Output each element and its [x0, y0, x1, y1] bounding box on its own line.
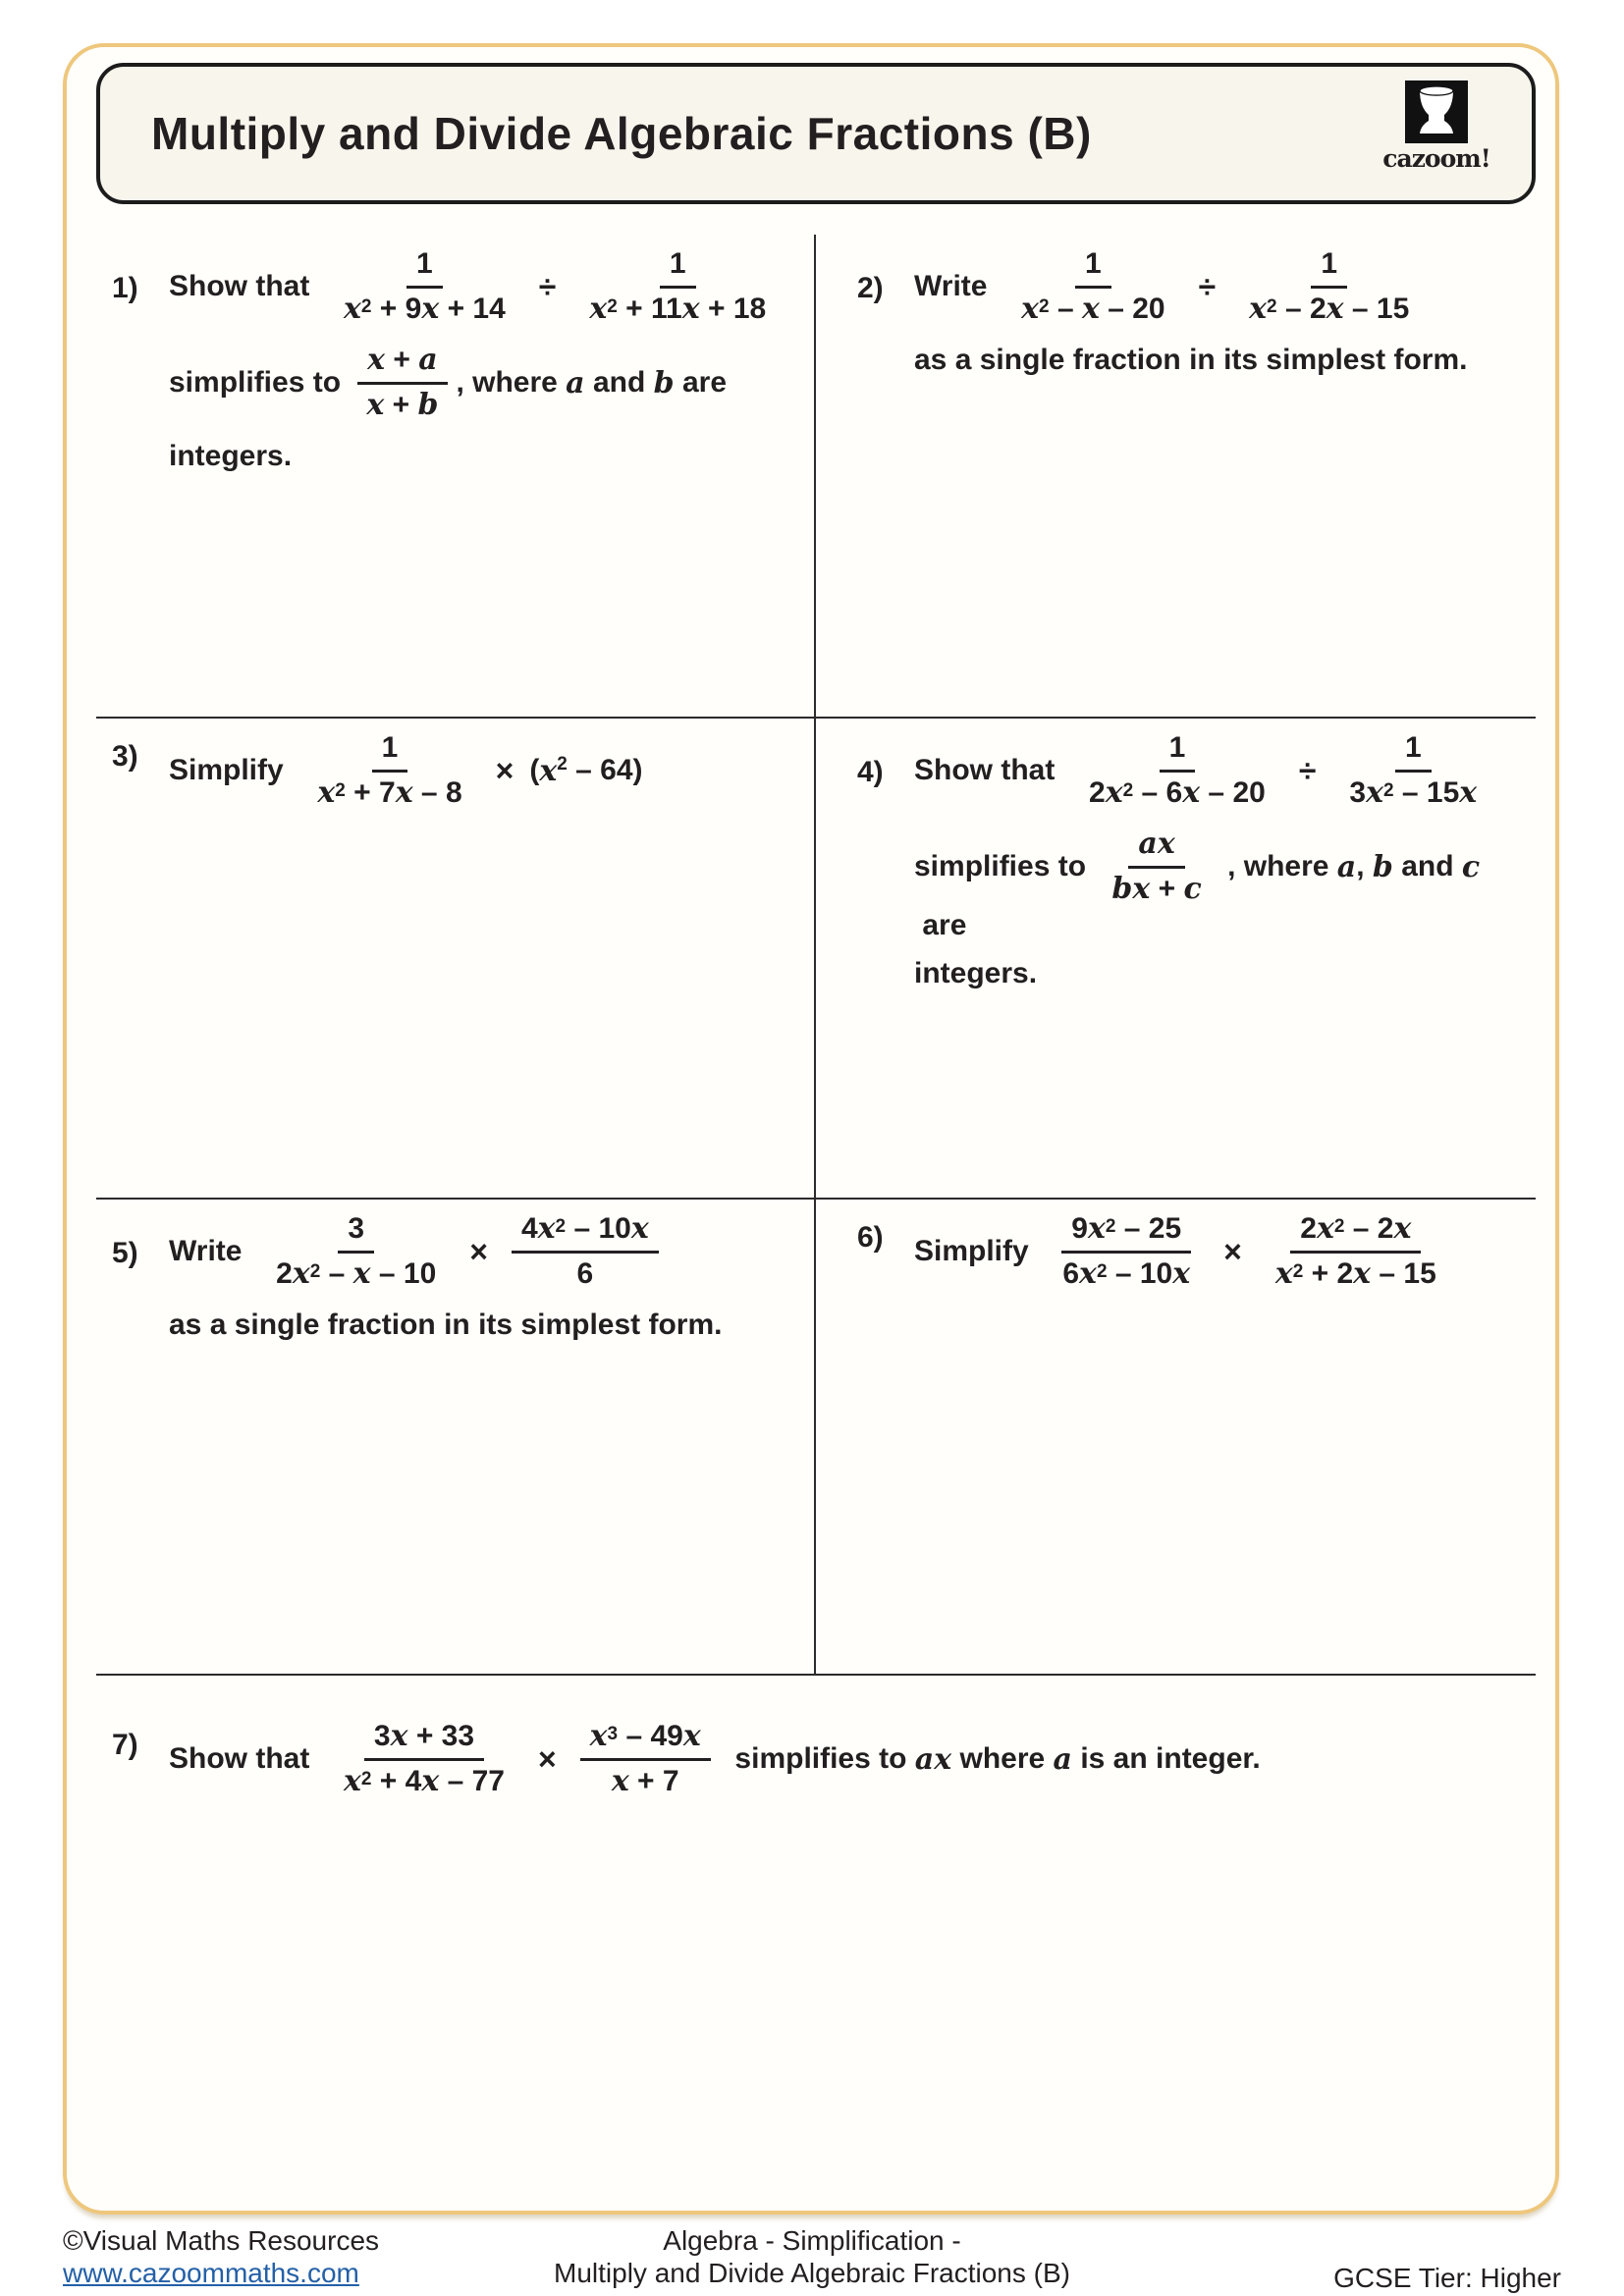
math-variable: x: [292, 1256, 310, 1291]
fraction-denominator: x 2 + 7 x – 8: [317, 775, 462, 810]
djembe-drum-icon: [1405, 80, 1468, 143]
math-variable: x: [395, 775, 413, 810]
math-fraction: [266, 1209, 446, 1294]
math-variable: x: [1081, 292, 1100, 326]
math-number: + 11: [617, 293, 682, 325]
math-fraction: [334, 244, 515, 329]
question-number: 3): [112, 740, 138, 773]
math-number: – 20: [1200, 776, 1266, 809]
question-text: Show that: [169, 270, 326, 302]
question-line: Simplify 1 x 2 + 7 x – 8 × ( x 2 – 64): [169, 728, 800, 813]
fraction-numerator: 4 x 2 – 10 x: [512, 1209, 659, 1254]
question-body: [169, 244, 800, 488]
copyright-text: ©Visual Maths Resources: [63, 2225, 380, 2256]
math-operator: ×: [1223, 1233, 1242, 1269]
math-operator: ×: [469, 1233, 488, 1269]
math-variable: x: [390, 1719, 408, 1753]
math-number: 4: [520, 1212, 538, 1245]
question-text: , where: [456, 366, 567, 399]
math-variable: a: [1053, 1741, 1072, 1777]
math-variable: a: [1336, 849, 1357, 884]
fraction-numerator: [1075, 244, 1111, 289]
question-text: where: [951, 1742, 1054, 1775]
title-banner: [96, 63, 1536, 204]
math-number: 1: [669, 247, 686, 280]
fraction-denominator: 6 x 2 – 10 x: [1062, 1256, 1191, 1291]
math-variable: x: [344, 292, 361, 326]
math-number: + 7: [345, 776, 396, 809]
math-variable: x: [317, 775, 336, 810]
math-variable: x: [367, 343, 386, 377]
question-line: [169, 1717, 1522, 1801]
math-number: 6: [1062, 1257, 1080, 1290]
math-variable: x: [352, 1256, 371, 1291]
fraction-numerator: [1395, 728, 1432, 773]
question-body: [169, 1717, 1522, 1813]
fraction-denominator: 3 x 2 – 15 x: [1349, 775, 1478, 810]
question-text: ,: [1356, 850, 1373, 882]
question-text: simplifies to: [718, 1742, 915, 1775]
page-title: Multiply and Divide Algebraic Fractions (B): [151, 108, 1092, 159]
question-line: [169, 341, 800, 425]
question-text: as a single fraction in its simplest form.: [169, 1308, 723, 1341]
math-number: – 49: [618, 1720, 683, 1752]
math-variable: x: [1316, 1211, 1334, 1246]
questions-grid: [96, 235, 1536, 2211]
math-variable: c: [1461, 849, 1481, 884]
question-number: 1): [112, 272, 138, 304]
math-number: + 2: [1303, 1257, 1354, 1290]
math-variable: x: [366, 388, 385, 422]
question-text: as a single fraction in its simplest form.: [914, 344, 1468, 376]
math-variable: x: [1021, 292, 1040, 326]
math-variable: x: [421, 292, 440, 326]
question-number: 5): [112, 1237, 138, 1269]
question-text: are: [674, 366, 728, 399]
question-line: [914, 728, 1522, 813]
question-text: is an integer.: [1071, 1742, 1261, 1775]
math-number: (: [529, 754, 540, 786]
math-number: 9: [1071, 1212, 1088, 1245]
question-5: [96, 1200, 814, 1674]
math-number: 3: [373, 1720, 391, 1752]
math-variable: b: [1111, 872, 1133, 906]
question-text: integers.: [914, 957, 1038, 989]
math-number: 2: [1089, 776, 1106, 809]
math-variable: x: [682, 1719, 701, 1753]
math-number: + 18: [699, 293, 767, 325]
question-line: [914, 1209, 1522, 1294]
math-variable: x: [421, 1764, 440, 1798]
question-number: 4): [857, 756, 884, 788]
math-number: – 6: [1133, 776, 1183, 809]
math-fraction: [1079, 728, 1275, 813]
math-variable: x: [1079, 1256, 1097, 1291]
math-fraction: [580, 1717, 711, 1801]
question-1: [96, 235, 814, 717]
math-fraction: [1011, 244, 1174, 329]
question-text: Simplify: [914, 1235, 1046, 1267]
fraction-denominator: x 2 – x – 20: [1021, 292, 1165, 326]
fraction-denominator: [602, 1761, 689, 1801]
math-variable: x: [1393, 1211, 1412, 1246]
math-variable: x: [630, 1211, 649, 1246]
question-number: 2): [857, 272, 884, 304]
math-variable: a: [914, 1741, 935, 1777]
math-number: 1: [1168, 731, 1186, 764]
math-number: – 15: [1371, 1257, 1436, 1290]
math-variable: a: [566, 365, 585, 400]
math-variable: x: [589, 1719, 608, 1753]
math-operator: ÷: [538, 268, 557, 304]
question-text: Simplify: [169, 754, 300, 786]
math-variable: x: [1326, 292, 1344, 326]
math-number: 3: [348, 1212, 365, 1245]
question-line: [914, 341, 1522, 380]
question-6: [814, 1200, 1536, 1674]
question-3: [96, 719, 814, 1198]
math-variable: x: [1353, 1256, 1372, 1291]
math-variable: b: [653, 365, 675, 400]
question-line: [169, 1209, 800, 1294]
question-line: [169, 437, 800, 476]
math-variable: x: [344, 1764, 361, 1798]
math-variable: b: [417, 388, 439, 422]
question-text: Write: [169, 1235, 259, 1267]
fraction-denominator: 2 x 2 – x – 10: [276, 1256, 437, 1291]
fraction-denominator: x 2 + 4 x – 77: [344, 1764, 505, 1798]
math-number: 1: [1404, 731, 1422, 764]
math-variable: x: [1182, 775, 1201, 810]
question-text: and: [1392, 850, 1462, 882]
math-variable: a: [418, 343, 438, 377]
math-variable: x: [1172, 1256, 1191, 1291]
question-text: Show that: [914, 754, 1071, 786]
question-4: [814, 719, 1536, 1198]
math-variable: x: [1132, 872, 1151, 906]
fraction-numerator: x 3 – 49 x: [580, 1717, 711, 1761]
question-row-4: [96, 1676, 1536, 2211]
fraction-numerator: [406, 244, 443, 289]
category-line-1: Algebra - Simplification -: [663, 2225, 961, 2256]
math-variable: x: [681, 292, 700, 326]
math-number: – 2: [1276, 293, 1326, 325]
question-body: [169, 728, 800, 825]
fraction-numerator: [357, 341, 448, 385]
math-variable: x: [1087, 1211, 1106, 1246]
fraction-denominator: 2 x 2 – 6 x – 20: [1089, 775, 1266, 810]
fraction-numerator: [338, 1209, 374, 1254]
math-number: – 77: [439, 1765, 505, 1797]
math-number: – 2: [1344, 1212, 1394, 1245]
math-number: – 8: [412, 776, 462, 809]
math-number: – 64): [567, 754, 643, 786]
math-number: +: [1150, 873, 1184, 905]
fraction-numerator: [1128, 825, 1184, 869]
math-operator: ÷: [1298, 752, 1317, 788]
math-variable: x: [611, 1764, 629, 1798]
math-variable: x: [1366, 775, 1383, 810]
math-number: –: [320, 1257, 353, 1290]
math-operator: ÷: [1198, 268, 1217, 304]
math-number: 6: [576, 1257, 594, 1290]
math-fraction: [579, 244, 776, 329]
math-number: 2: [276, 1257, 293, 1290]
fraction-denominator: x 2 – 2 x – 15: [1249, 292, 1410, 326]
math-number: 1: [1321, 247, 1338, 280]
math-variable: x: [1249, 292, 1268, 326]
logo-wordmark: cazoom!: [1382, 144, 1490, 173]
math-fraction: [356, 341, 448, 425]
question-text: are: [914, 909, 967, 941]
fraction-denominator: x 2 + 9 x + 14: [344, 292, 506, 326]
math-number: 1: [381, 731, 399, 764]
fraction-numerator: [660, 244, 696, 289]
worksheet-sheet: [63, 43, 1559, 2215]
math-number: 1: [416, 247, 433, 280]
math-operator: ×: [495, 752, 514, 788]
question-2: [814, 235, 1536, 717]
math-number: +: [385, 344, 419, 376]
question-text: and: [584, 366, 654, 399]
tier-label: GCSE Tier: Higher: [1333, 2263, 1561, 2293]
fraction-numerator: 9 x 2 – 25: [1061, 1209, 1191, 1254]
math-variable: x: [1274, 1256, 1293, 1291]
math-number: + 33: [407, 1720, 475, 1752]
math-fraction: [307, 728, 471, 813]
question-body: [169, 1209, 800, 1357]
fraction-denominator: x 2 + 2 x – 15: [1274, 1256, 1436, 1291]
question-7: [96, 1676, 1536, 2211]
cazoom-logo: [1382, 80, 1490, 173]
math-variable: a: [1138, 827, 1158, 861]
question-row-3: [96, 1200, 1536, 1676]
fraction-denominator: x 2 + 11 x + 18: [589, 292, 767, 326]
question-body: [914, 244, 1522, 392]
fraction-denominator: [568, 1254, 604, 1294]
question-line: [914, 954, 1522, 993]
question-row-1: [96, 235, 1536, 719]
question-text: simplifies to: [914, 850, 1095, 882]
fraction-numerator: 2 x 2 – 2 x: [1290, 1209, 1421, 1254]
math-number: +: [384, 389, 418, 421]
math-fraction: [1053, 1209, 1200, 1294]
fraction-denominator: [356, 385, 448, 425]
category-line-2: Multiply and Divide Algebraic Fractions (B): [554, 2258, 1070, 2289]
math-number: – 10: [566, 1212, 631, 1245]
question-text: Write: [914, 270, 1004, 302]
math-operator: ×: [537, 1740, 557, 1777]
math-variable: x: [934, 1741, 952, 1777]
fraction-numerator: [1311, 244, 1347, 289]
question-body: [914, 728, 1522, 1005]
question-line: [914, 825, 1522, 942]
question-line: [914, 244, 1522, 329]
math-number: – 10: [1107, 1257, 1173, 1290]
math-fraction: [1266, 1209, 1446, 1294]
math-fraction: [334, 1717, 514, 1801]
fraction-denominator: [1102, 869, 1211, 909]
math-number: –: [1049, 293, 1082, 325]
question-row-2: [96, 719, 1536, 1200]
question-number: 7): [112, 1729, 138, 1761]
math-number: – 15: [1343, 293, 1410, 325]
math-number: – 15: [1393, 776, 1460, 809]
website-link[interactable]: www.cazoommaths.com: [63, 2258, 359, 2289]
math-number: 3: [1349, 776, 1367, 809]
math-number: – 20: [1099, 293, 1165, 325]
math-fraction: [1102, 825, 1211, 909]
question-number: 6): [857, 1221, 884, 1254]
fraction-numerator: [372, 728, 408, 773]
fraction-numerator: [1160, 728, 1196, 773]
question-text: integers.: [169, 440, 293, 472]
math-variable: x: [1157, 827, 1175, 861]
question-text: Show that: [169, 1742, 326, 1775]
footer: [0, 2220, 1624, 2296]
math-number: + 9: [371, 293, 422, 325]
math-variable: c: [1183, 872, 1202, 906]
question-line: [169, 1306, 800, 1345]
math-variable: x: [589, 292, 608, 326]
math-number: 2: [1300, 1212, 1317, 1245]
math-number: + 4: [371, 1765, 422, 1797]
math-fraction: [1239, 244, 1419, 329]
math-variable: x: [537, 1211, 556, 1246]
math-number: 1: [1085, 247, 1102, 280]
question-body: [914, 1209, 1522, 1306]
math-variable: x: [539, 753, 558, 788]
fraction-numerator: [364, 1717, 484, 1761]
question-line: [169, 244, 800, 329]
math-variable: x: [1105, 775, 1123, 810]
math-number: + 7: [628, 1765, 679, 1797]
math-number: + 14: [439, 293, 506, 325]
question-text: , where: [1218, 850, 1337, 882]
math-fraction: [1339, 728, 1487, 813]
math-fraction: [512, 1209, 659, 1294]
math-number: – 10: [370, 1257, 437, 1290]
math-variable: b: [1372, 849, 1393, 884]
math-variable: x: [1459, 775, 1478, 810]
question-text: simplifies to: [169, 366, 350, 399]
math-number: – 25: [1115, 1212, 1182, 1245]
